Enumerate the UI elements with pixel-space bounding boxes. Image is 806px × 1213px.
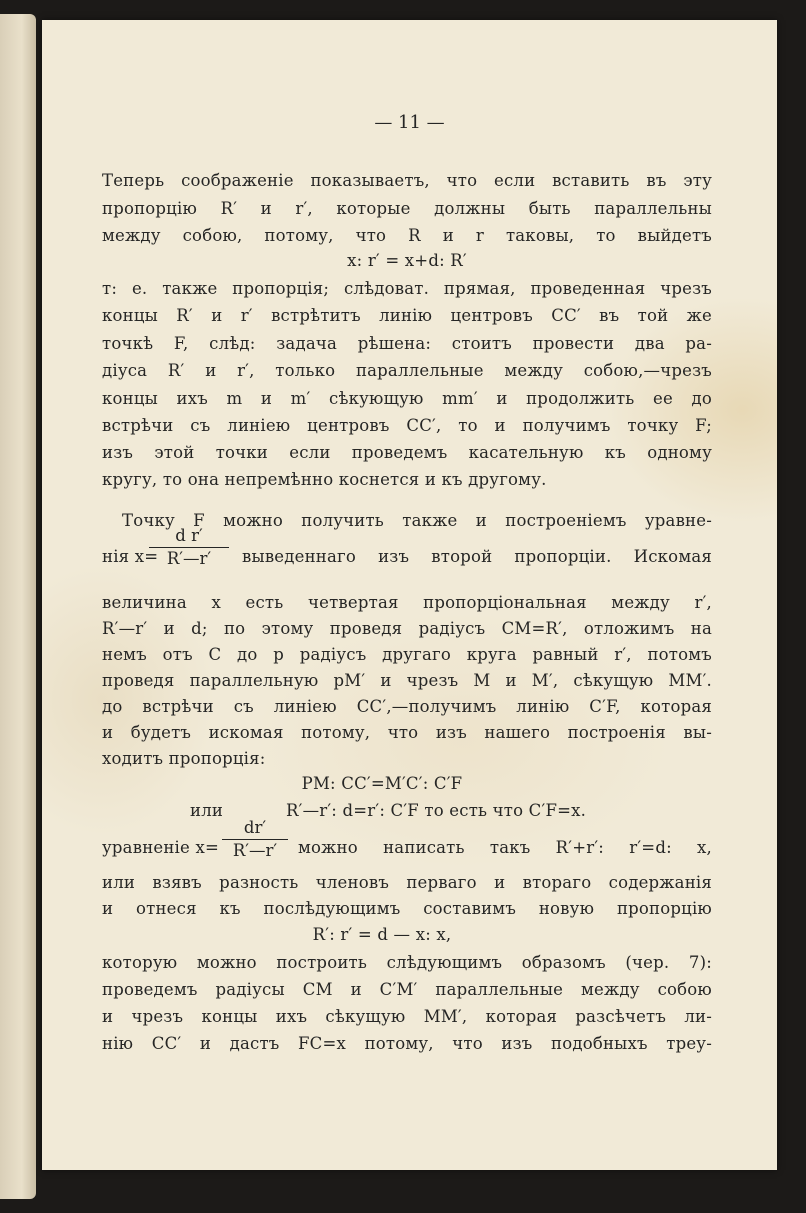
- text-line: изъ этой точки если проведемъ касательную къ одному: [102, 443, 712, 462]
- text-line: или: [190, 801, 224, 820]
- text-line: проведя параллельную pM′ и чрезъ M и M′, сѣкущую MM′.: [102, 671, 712, 690]
- text-line: концы R′ и r′ встрѣтитъ линію центровъ CC′ въ той же: [102, 306, 712, 325]
- fraction-bar: [149, 547, 229, 548]
- formula-line: R′—r′: d=r′: C′F то есть что C′F=x.: [286, 801, 587, 820]
- text-line: между собою, потому, что R и r таковы, то выйдетъ: [102, 226, 712, 245]
- formula-line: x: r′ = x+d: R′: [347, 251, 467, 270]
- text-line: которую можно построить слѣдующимъ образомъ (чер. 7):: [102, 953, 712, 972]
- page-number: — 11 —: [374, 112, 445, 133]
- fraction-denominator: R′—r′: [232, 841, 278, 860]
- formula-line: R′: r′ = d — x: x,: [312, 925, 452, 944]
- text-line: точкѣ F, слѣд: задача рѣшена: стоитъ провести два ра-: [102, 334, 712, 353]
- text-line: немъ отъ C до p радіусъ другаго круга равный r′, потомъ: [102, 645, 712, 664]
- text-line: выведеннаго изъ второй пропорціи. Искомая: [242, 547, 712, 566]
- text-line: т: е. также пропорція; слѣдоват. прямая, проведенная чрезъ: [102, 279, 712, 298]
- text-line: кругу, то она непремѣнно коснется и къ другому.: [102, 470, 547, 489]
- text-line: нію CC′ и дастъ FC=x потому, что изъ подобныхъ треу-: [102, 1034, 712, 1053]
- adjacent-page-edge: [0, 14, 36, 1199]
- text-line: величина x есть четвертая пропорціональная между r′,: [102, 593, 712, 612]
- text-line: R′—r′ и d; по этому проведя радіусъ CM=R′, отложимъ на: [102, 619, 712, 638]
- text-line: и отнеся къ послѣдующимъ составимъ новую пропорцію: [102, 899, 712, 918]
- fraction-numerator: dr′: [243, 818, 267, 837]
- text-line: до встрѣчи съ линіею CC′,—получимъ линію C′F, которая: [102, 697, 712, 716]
- text-line: Точку F можно получить также и построеніемъ уравне-: [122, 511, 712, 530]
- text-line: уравненіе x=: [102, 838, 219, 857]
- fraction-numerator: d r′: [175, 526, 203, 545]
- text-line: проведемъ радіусы CM и C′M′ параллельные между собою: [102, 980, 712, 999]
- fraction-bar: [222, 839, 288, 840]
- text-line: можно написать такъ R′+r′: r′=d: x,: [298, 838, 712, 857]
- text-line: ходитъ пропорція:: [102, 749, 266, 768]
- text-line: встрѣчи съ линіею центровъ CC′, то и получимъ точку F;: [102, 416, 712, 435]
- text-line: концы ихъ m и m′ сѣкующую mm′ и продолжить ее до: [102, 389, 712, 408]
- text-line: пропорцію R′ и r′, которые должны быть параллельны: [102, 199, 712, 218]
- text-line: и будетъ искомая потому, что изъ нашего построенія вы-: [102, 723, 712, 742]
- book-page: [42, 20, 777, 1170]
- fraction: [149, 526, 229, 569]
- fraction-denominator: R′—r′: [166, 549, 212, 568]
- text-line: нія x=: [102, 547, 159, 566]
- text-line: или взявъ разность членовъ перваго и втораго содержанія: [102, 873, 712, 892]
- fraction: [222, 818, 288, 861]
- text-line: и чрезъ концы ихъ сѣкущую MM′, которая разсѣчетъ ли-: [102, 1007, 712, 1026]
- text-line: діуса R′ и r′, только параллельные между собою,—чрезъ: [102, 361, 712, 380]
- text-line: Теперь соображеніе показываетъ, что если вставить въ эту: [102, 171, 712, 190]
- formula-line: PM: CC′=M′C′: C′F: [301, 774, 463, 793]
